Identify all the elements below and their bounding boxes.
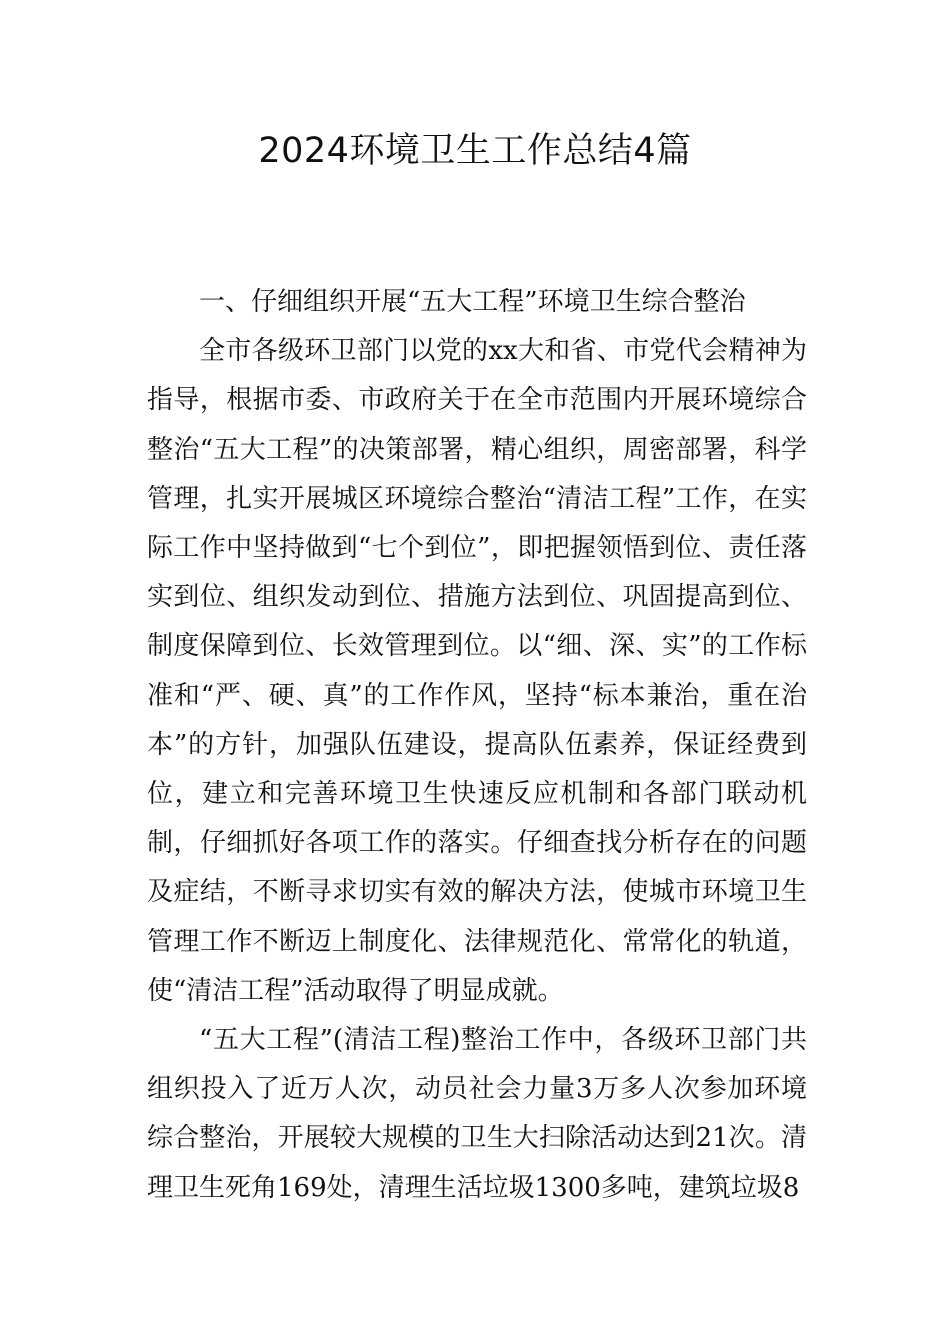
paragraph: 全市各级环卫部门以党的xx大和省、市党代会精神为指导，根据市委、市政府关于在全市范围内开展环境综合整治“五大工程”的决策部署，精心组织，周密部署，科学管理，扎实开展城区环境综合整治“清洁工程”工作，在实际工作中坚持做到“七个到位”，即把握领悟到位、责任落实到位、组织发动到位、措施方法到位、巩固提高到位、制度保障到位、长效管理到位。以“细、深、实”的工作标准和“严、硬、真”的工作作风，坚持“标本兼治，重在治本”的方针，加强队伍建设，提高队伍素养，保证经费到位，建立和完善环境卫生快速反应机制和各部门联动机制，仔细抓好各项工作的落实。仔细查找分析存在的问题及症结，不断寻求切实有效的解决方法，使城市环境卫生管理工作不断迈上制度化、法律规范化、常常化的轨道，使“清洁工程”活动取得了明显成就。 bbox=[147, 336, 807, 1006]
document-title: 2024环境卫生工作总结4篇 bbox=[258, 131, 692, 171]
document-body bbox=[147, 278, 807, 1213]
section-heading: 一、仔细组织开展“五大工程”环境卫生综合整治 bbox=[199, 287, 746, 317]
paragraph: “五大工程”(清洁工程)整治工作中，各级环卫部门共组织投入了近万人次，动员社会力量3万多人次参加环境综合整治，开展较大规模的卫生大扫除活动达到21次。清理卫生死角169处，清理生活垃圾1300多吨，建筑垃圾8 bbox=[147, 1025, 807, 1203]
